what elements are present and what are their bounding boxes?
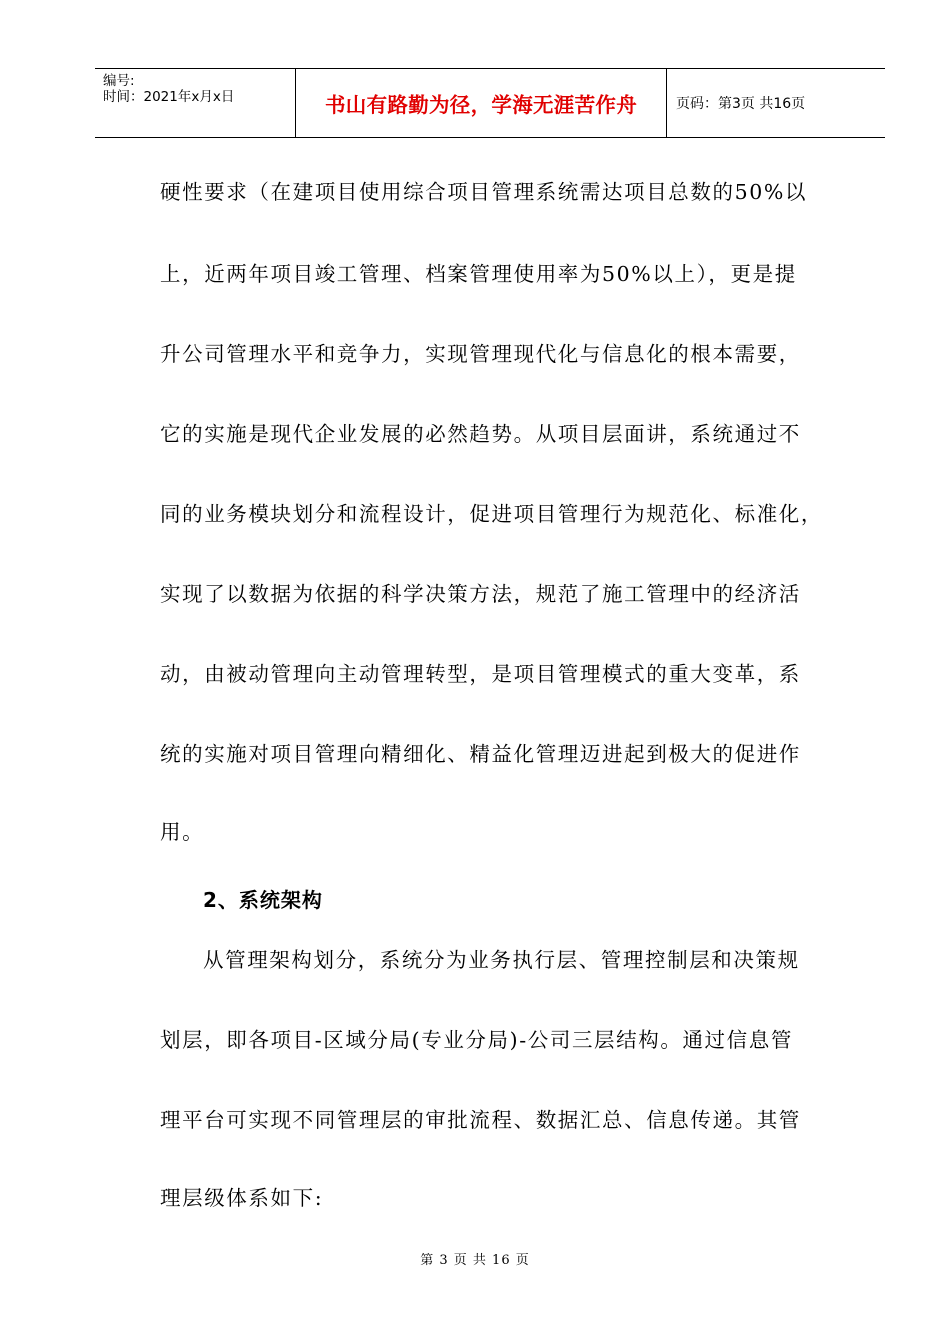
text-line: 同的业务模块划分和流程设计，促进项目管理行为规范化、标准化， (160, 502, 823, 526)
text-line: 理层级体系如下: (160, 1186, 324, 1210)
text-line: 动，由被动管理向主动管理转型，是项目管理模式的重大变革，系 (160, 662, 801, 686)
text-line: 升公司管理水平和竞争力，实现管理现代化与信息化的根本需要， (160, 342, 801, 366)
header-motto: 书山有路勤为径，学海无涯苦作舟 (296, 69, 667, 137)
section-heading: 2、系统架构 (203, 888, 323, 912)
text-line: 上，近两年项目竣工管理、档案管理使用率为50%以上），更是提 (160, 262, 797, 286)
header-meta (95, 69, 296, 137)
time-label: 时间：2021年x月x日 (103, 89, 235, 105)
text-line: 从管理架构划分，系统分为业务执行层、管理控制层和决策规 (203, 948, 800, 972)
text-line: 硬性要求（在建项目使用综合项目管理系统需达项目总数的50%以 (160, 180, 808, 204)
text-line: 它的实施是现代企业发展的必然趋势。从项目层面讲，系统通过不 (160, 422, 801, 446)
text-line: 理平台可实现不同管理层的审批流程、数据汇总、信息传递。其管 (160, 1108, 801, 1132)
text-line: 划层，即各项目-区域分局(专业分局)-公司三层结构。通过信息管 (160, 1028, 793, 1052)
text-line: 统的实施对项目管理向精细化、精益化管理迈进起到极大的促进作 (160, 742, 801, 766)
page-footer: 第 3 页 共 16 页 (420, 1253, 530, 1268)
text-line: 实现了以数据为依据的科学决策方法，规范了施工管理中的经济活 (160, 582, 801, 606)
number-label: 编号: (103, 73, 135, 89)
page-header (95, 68, 885, 138)
text-line: 用。 (160, 820, 205, 844)
header-page-info: 页码：第3页 共16页 (676, 96, 806, 112)
